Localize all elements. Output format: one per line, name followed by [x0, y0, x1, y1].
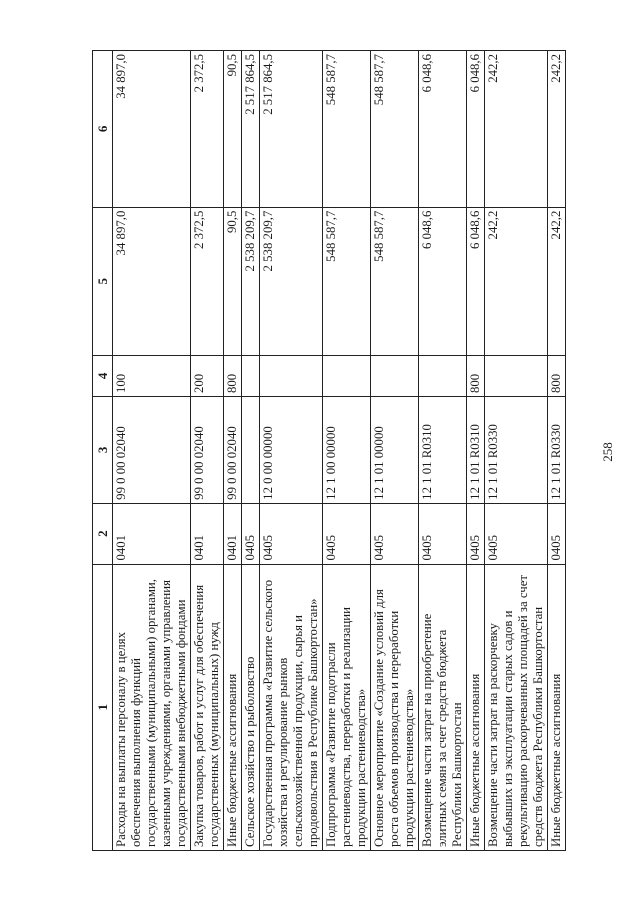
row-sum-1: 548 587,7 [323, 207, 371, 355]
table-row [371, 51, 419, 851]
table-row [242, 51, 260, 851]
row-type: 800 [467, 355, 485, 396]
row-name: Закупка товаров, работ и услуг для обеспечения государственных (муниципальных) нужд [191, 564, 224, 850]
row-sum-2: 242,2 [485, 51, 548, 208]
row-section: 0405 [371, 503, 419, 564]
row-sum-2: 90,5 [224, 51, 242, 208]
row-sum-2: 2 517 864,5 [260, 51, 323, 208]
row-name: Иные бюджетные ассигнования [224, 564, 242, 850]
header-cell-6: 6 [93, 51, 113, 208]
row-target: 12 1 01 R0330 [485, 397, 548, 504]
page-number: 258 [600, 442, 615, 462]
row-target: 12 1 01 R0330 [548, 397, 566, 504]
header-cell-4: 4 [93, 355, 113, 396]
row-sum-1: 548 587,7 [371, 207, 419, 355]
table-row [191, 51, 224, 851]
row-name: Иные бюджетные ассигнования [548, 564, 566, 850]
table-row [467, 51, 485, 851]
row-target: 12 1 01 R0310 [467, 397, 485, 504]
row-section: 0401 [191, 503, 224, 564]
row-sum-1: 6 048,6 [467, 207, 485, 355]
row-sum-2: 6 048,6 [467, 51, 485, 208]
row-target: 99 0 00 02040 [113, 397, 191, 504]
row-section: 0405 [323, 503, 371, 564]
row-section: 0405 [242, 503, 260, 564]
row-type [485, 355, 548, 396]
row-sum-1: 2 538 209,7 [260, 207, 323, 355]
row-name: Иные бюджетные ассигнования [467, 564, 485, 850]
rotated-page-content [92, 50, 576, 851]
table-row [419, 51, 467, 851]
row-sum-2: 2 517 864,5 [242, 51, 260, 208]
row-target [242, 397, 260, 504]
row-type [242, 355, 260, 396]
row-section: 0405 [260, 503, 323, 564]
row-sum-2: 242,2 [548, 51, 566, 208]
header-row [93, 51, 113, 851]
row-section: 0405 [548, 503, 566, 564]
row-type [419, 355, 467, 396]
table-row [485, 51, 548, 851]
header-cell-2: 2 [93, 503, 113, 564]
row-sum-2: 2 372,5 [191, 51, 224, 208]
row-target: 12 0 00 00000 [260, 397, 323, 504]
row-sum-1: 2 538 209,7 [242, 207, 260, 355]
row-sum-1: 6 048,6 [419, 207, 467, 355]
row-name: Расходы на выплаты персоналу в целях обеспечения выполнения функций государственными (муниципальными) органами, казенными учреждениями, органами управления государственными внебюджетными фондами [113, 564, 191, 850]
table-row [224, 51, 242, 851]
row-type: 200 [191, 355, 224, 396]
row-sum-1: 242,2 [485, 207, 548, 355]
table-row [260, 51, 323, 851]
header-cell-3: 3 [93, 397, 113, 504]
row-target: 99 0 00 02040 [191, 397, 224, 504]
row-sum-2: 34 897,0 [113, 51, 191, 208]
row-target: 12 1 00 00000 [323, 397, 371, 504]
row-name: Возмещение части затрат на приобретение элитных семян за счет средств бюджета Республики Башкортостан [419, 564, 467, 850]
row-target: 99 0 00 02040 [224, 397, 242, 504]
row-name: Основное мероприятие «Создание условий для роста объемов производства и переработки продукции растениеводства» [371, 564, 419, 850]
row-target: 12 1 01 00000 [371, 397, 419, 504]
budget-table [92, 50, 566, 851]
row-section: 0401 [113, 503, 191, 564]
row-sum-1: 34 897,0 [113, 207, 191, 355]
row-sum-1: 2 372,5 [191, 207, 224, 355]
table-row [113, 51, 191, 851]
row-section: 0405 [467, 503, 485, 564]
row-section: 0405 [485, 503, 548, 564]
row-sum-1: 242,2 [548, 207, 566, 355]
header-cell-5: 5 [93, 207, 113, 355]
row-type [260, 355, 323, 396]
row-sum-2: 6 048,6 [419, 51, 467, 208]
table-row [548, 51, 566, 851]
row-name: Сельское хозяйство и рыболовство [242, 564, 260, 850]
row-name: Государственная программа «Развитие сельского хозяйства и регулирование рынков сельскохозяйственной продукции, сырья и продовольствия в Республике Башкортостан» [260, 564, 323, 850]
row-type [371, 355, 419, 396]
row-sum-1: 90,5 [224, 207, 242, 355]
row-type: 100 [113, 355, 191, 396]
row-type: 800 [224, 355, 242, 396]
row-section: 0405 [419, 503, 467, 564]
row-type: 800 [548, 355, 566, 396]
row-sum-2: 548 587,7 [371, 51, 419, 208]
row-name: Подпрограмма «Развитие подотрасли растениеводства, переработки и реализации продукции растениеводства» [323, 564, 371, 850]
row-target: 12 1 01 R0310 [419, 397, 467, 504]
row-section: 0401 [224, 503, 242, 564]
table-row [323, 51, 371, 851]
row-sum-2: 548 587,7 [323, 51, 371, 208]
row-name: Возмещение части затрат на раскорчевку выбывших из эксплуатации старых садов и рекультивацию раскорчеванных площадей за счет средств бюджета Республики Башкортостан [485, 564, 548, 850]
header-cell-1: 1 [93, 564, 113, 850]
row-type [323, 355, 371, 396]
